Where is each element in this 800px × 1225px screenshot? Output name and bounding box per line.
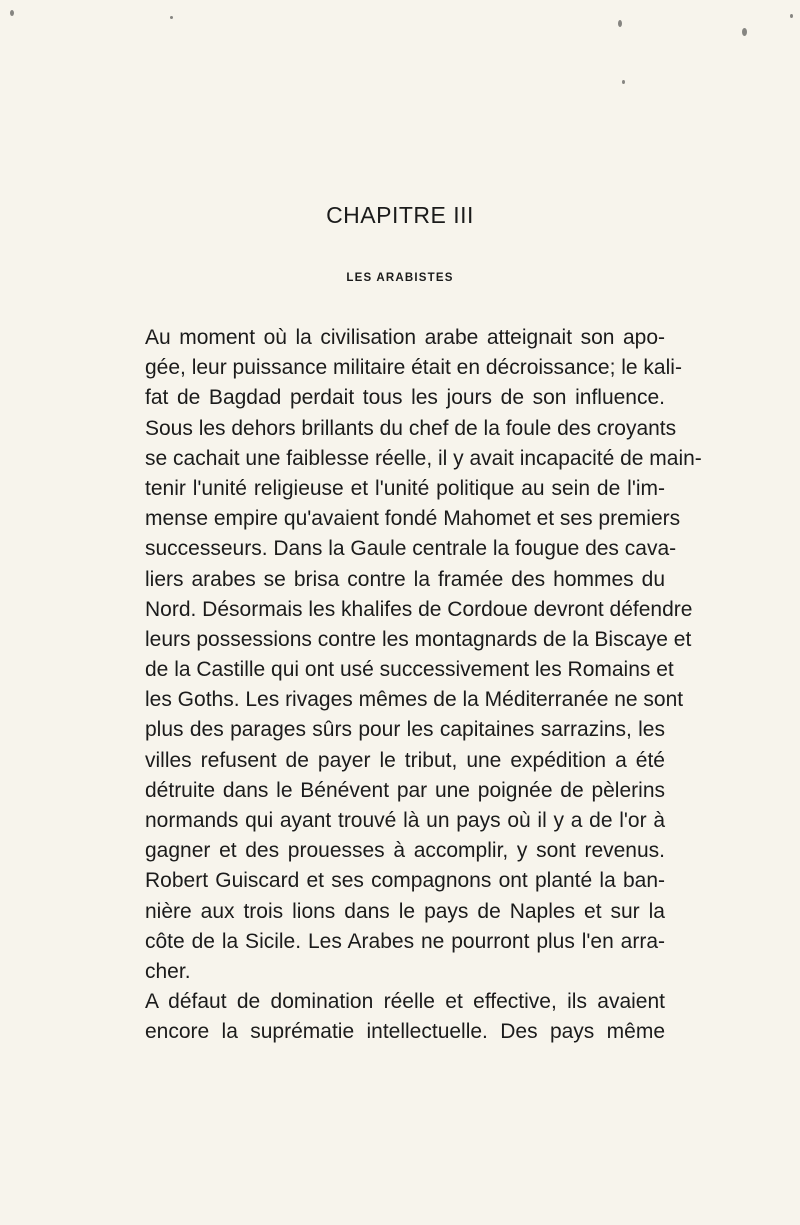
text-line: successeurs. Dans la Gaule centrale la fougue des cava- xyxy=(145,537,677,561)
text-line: encore la suprématie intellectuelle. Des pays même xyxy=(145,1020,665,1044)
text-line: détruite dans le Bénévent par une poignée de pèlerins xyxy=(145,778,665,802)
text-line: se cachait une faiblesse réelle, il y avait incapacité de main- xyxy=(145,446,702,470)
text-line: liers arabes se brisa contre la framée des hommes du xyxy=(145,567,665,591)
text-line: nière aux trois lions dans le pays de Naples et sur la xyxy=(145,899,665,923)
text-line: gée, leur puissance militaire était en décroissance; le kali- xyxy=(145,356,682,380)
text-line: villes refusent de payer le tribut, une expédition a été xyxy=(145,748,665,772)
text-line: mense empire qu'avaient fondé Mahomet et ses premiers xyxy=(145,507,681,531)
scan-speck xyxy=(10,10,14,16)
text-line: côte de la Sicile. Les Arabes ne pourront plus l'en arra- xyxy=(145,929,665,953)
body-paragraphs xyxy=(145,323,702,1048)
text-line: fat de Bagdad perdait tous les jours de son influence. xyxy=(145,386,665,410)
scan-speck xyxy=(170,16,173,19)
text-line: Sous les dehors brillants du chef de la foule des croyants xyxy=(145,416,677,440)
text-line: plus des parages sûrs pour les capitaines sarrazins, les xyxy=(145,718,665,742)
text-line: A défaut de domination réelle et effective, ils avaient xyxy=(145,990,665,1014)
scan-speck xyxy=(622,80,625,84)
text-line: de la Castille qui ont usé successivement les Romains et xyxy=(145,658,674,682)
text-line: gagner et des prouesses à accomplir, y sont revenus. xyxy=(145,839,665,863)
scan-speck xyxy=(618,20,622,27)
chapter-subtitle: LES ARABISTES xyxy=(346,272,454,284)
text-line: leurs possessions contre les montagnards de la Biscaye et xyxy=(145,627,692,651)
scan-speck xyxy=(790,14,793,18)
scan-speck xyxy=(742,28,747,36)
text-line: Nord. Désormais les khalifes de Cordoue devront défendre xyxy=(145,597,693,621)
text-line: Au moment où la civilisation arabe atteignait son apo- xyxy=(145,326,665,349)
chapter-title: CHAPITRE III xyxy=(326,202,474,228)
text-line: les Goths. Les rivages mêmes de la Méditerranée ne sont xyxy=(145,688,684,712)
text-line: normands qui ayant trouvé là un pays où il y a de l'or à xyxy=(145,809,665,832)
text-line: cher. xyxy=(145,959,191,983)
text-line: tenir l'unité religieuse et l'unité politique au sein de l'im- xyxy=(145,476,665,500)
text-line: Robert Guiscard et ses compagnons ont planté la ban- xyxy=(145,869,665,893)
